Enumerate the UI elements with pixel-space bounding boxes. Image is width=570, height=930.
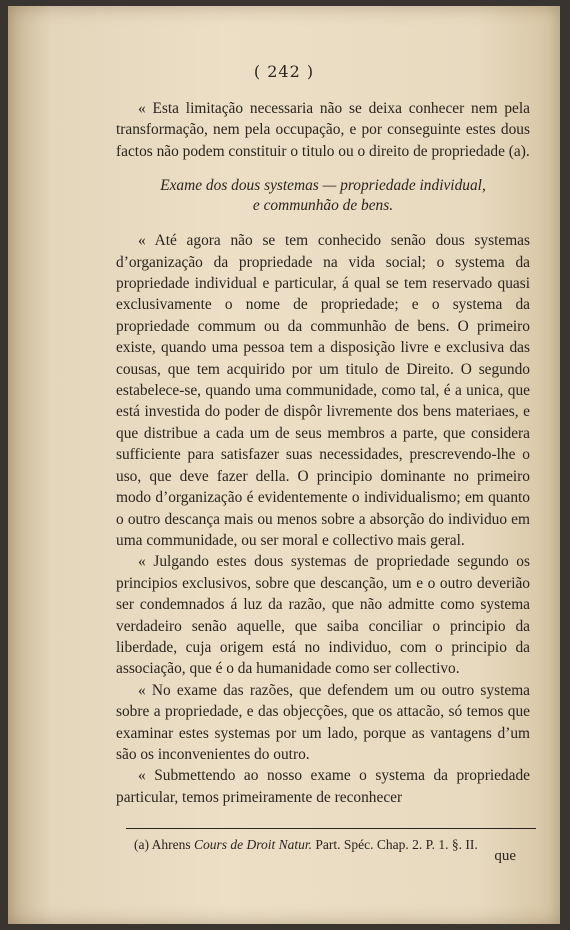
- page-number: ( 242 ): [253, 62, 315, 81]
- section-heading: [116, 176, 530, 216]
- paragraph-1: « Esta limitação necessaria não se deixa conhecer nem pela transformação, nem pela occupação, e por conseguinte estes dous factos não podem constituir o titulo ou o direito de propriedade (a).: [116, 100, 530, 160]
- paragraph-4: « No exame das razões, que defendem um ou outro systema sobre a propriedade, e das objecções, que os attacão, só temos que examinar estes systemas por um lado, porque as vantagens d’um são os inconvenientes do outro.: [116, 681, 530, 763]
- footnote-divider: [126, 828, 536, 829]
- section-heading-line-2: e communhão de bens.: [252, 197, 394, 215]
- paragraph-3: « Julgando estes dous systemas de propriedade segundo os principios exclusivos, sobre que descanção, um e o outro deverião ser condemnados á luz da razão, que não admitte como systema verdadeiro senão aquelle, que saiba conciliar o principio da liberdade, cuja origem está no individuo, com o principio da associação, que é o da humanidade como ser collectivo.: [116, 553, 530, 678]
- book-page: [8, 6, 560, 924]
- page-body: [116, 98, 530, 808]
- paragraph-2: « Até agora não se tem conhecido senão dous systemas d’organização da propriedade na vida social; o systema da propriedade individual e particular, á qual se tem reservado quasi exclusivamente o nome de propriedade; e o systema da propriedade commum ou da communhão de bens. O primeiro existe, quando uma pessoa tem a disposição livre e exclusiva das cousas, que tem acquirido por um titulo de Direito. O segundo estabelece-se, quando uma communidade, como tal, é a unica, que está investida do poder de dispôr livremente dos bens materiaes, e que distribue a cada um de seus membros a parte, que considera sufficiente para satisfazer suas necessidades, prescrevendo-lhe o uso, que deve fazer della. O principio dominante no primeiro modo d’organização é evidentemente o individualismo; em quanto o outro descança mais ou menos sobre a absorção do individuo em uma communidade, ou ser moral e collectivo mais geral.: [116, 232, 530, 549]
- footnote-work: Cours de Droit Natur.: [194, 837, 313, 852]
- catchword: que: [494, 848, 516, 864]
- footnote-reference: Part. Spéc. Chap. 2. P. 1. §. II.: [315, 837, 478, 852]
- section-heading-line-1: Exame dos dous systemas — propriedade individual,: [160, 177, 486, 195]
- footnote-author: Ahrens: [151, 837, 191, 852]
- paragraph-5: « Submettendo ao nosso exame o systema da propriedade particular, temos primeiramente de reconhecer: [116, 767, 530, 806]
- footnote-marker: (a): [134, 837, 149, 852]
- footnote: [134, 836, 534, 854]
